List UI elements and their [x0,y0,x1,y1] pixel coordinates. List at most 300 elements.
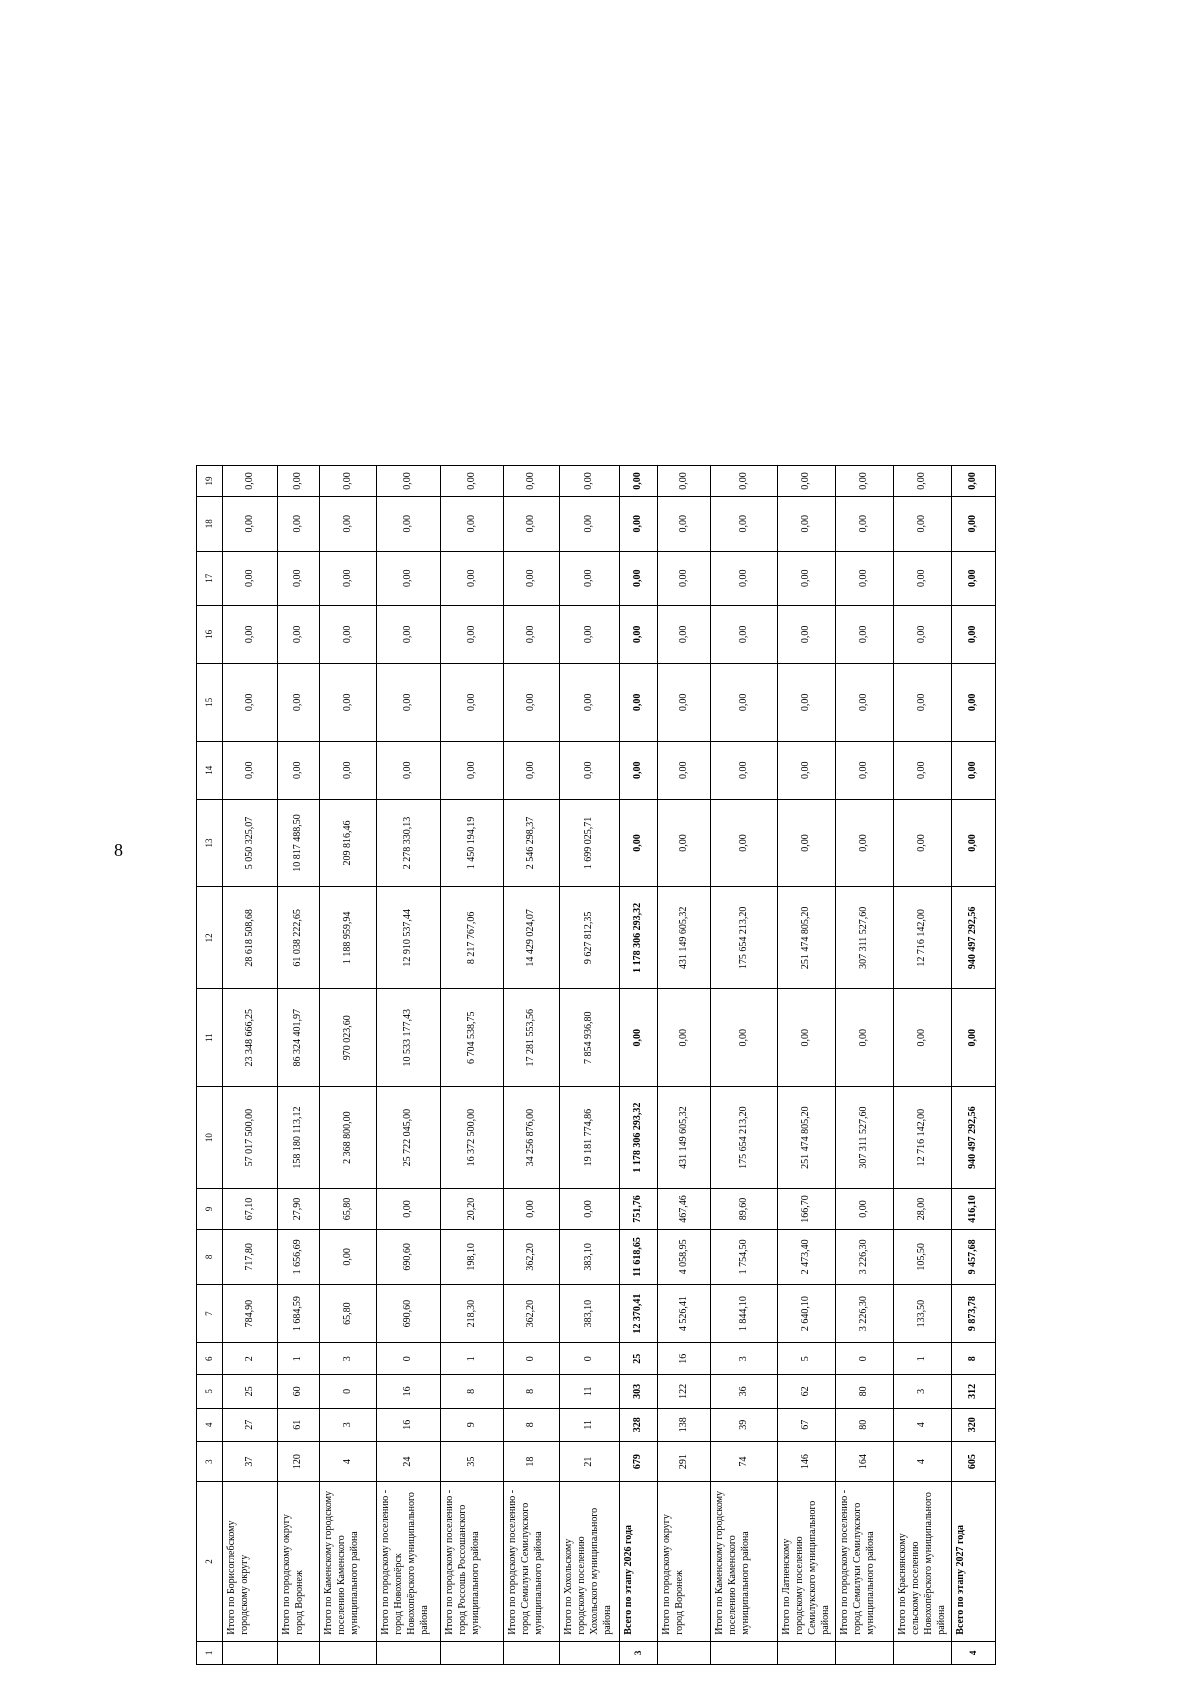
row-name-cell: Итого по городскому округу город Воронеж [278,1482,320,1642]
value-cell: 0,00 [441,663,504,741]
value-cell: 0,00 [836,663,894,741]
value-cell: 0,00 [620,799,658,887]
value-cell: 16 [658,1343,711,1375]
row-number-cell [377,1641,441,1664]
value-cell: 2 640,10 [778,1284,836,1342]
value-cell: 21 [560,1442,620,1482]
value-cell: 0,00 [320,663,377,741]
row-number-cell [560,1641,620,1664]
value-cell: 0,00 [952,663,996,741]
value-cell: 28,00 [894,1189,952,1230]
value-cell: 37 [223,1442,278,1482]
value-cell: 27 [223,1408,278,1441]
header-row [197,466,223,1665]
table-row [952,466,996,1665]
value-cell: 0,00 [711,497,778,551]
value-cell: 0,00 [377,551,441,605]
value-cell: 175 654 213,20 [711,1087,778,1189]
value-cell: 0,00 [278,663,320,741]
column-number-header: 5 [197,1375,223,1408]
value-cell: 3 [894,1375,952,1408]
row-number-cell [320,1641,377,1664]
row-name-cell: Итого по городскому поселению - город Семилуки Семилукского муниципального района [504,1482,560,1642]
value-cell: 25 [620,1343,658,1375]
value-cell: 39 [711,1408,778,1441]
value-cell: 11 618,65 [620,1229,658,1284]
value-cell: 1 178 306 293,32 [620,1087,658,1189]
value-cell: 158 180 113,12 [278,1087,320,1189]
value-cell: 0,00 [952,605,996,663]
value-cell: 3 [320,1408,377,1441]
value-cell: 0,00 [894,466,952,497]
row-number-cell [778,1641,836,1664]
value-cell: 60 [278,1375,320,1408]
value-cell: 27,90 [278,1189,320,1230]
row-number-cell: 3 [620,1641,658,1664]
value-cell: 25 722 045,00 [377,1087,441,1189]
value-cell: 0,00 [658,741,711,799]
value-cell: 8 [441,1375,504,1408]
value-cell: 0,00 [952,799,996,887]
value-cell: 5 050 325,07 [223,799,278,887]
value-cell: 80 [836,1408,894,1441]
value-cell: 4 526,41 [658,1284,711,1342]
value-cell: 35 [441,1442,504,1482]
value-cell: 198,10 [441,1229,504,1284]
value-cell: 467,46 [658,1189,711,1230]
value-cell: 690,60 [377,1229,441,1284]
value-cell: 65,80 [320,1284,377,1342]
value-cell: 1 178 306 293,32 [620,887,658,989]
column-number-header: 11 [197,989,223,1087]
value-cell: 0,00 [441,466,504,497]
column-number-header: 13 [197,799,223,887]
value-cell: 303 [620,1375,658,1408]
value-cell: 0,00 [620,663,658,741]
value-cell: 24 [377,1442,441,1482]
value-cell: 1 [441,1343,504,1375]
value-cell: 690,60 [377,1284,441,1342]
value-cell: 16 [377,1375,441,1408]
value-cell: 0,00 [711,551,778,605]
table-row [711,466,778,1665]
table-row [620,466,658,1665]
value-cell: 5 [778,1343,836,1375]
value-cell: 0,00 [441,741,504,799]
column-number-header: 14 [197,741,223,799]
table-row [658,466,711,1665]
value-cell: 1 [278,1343,320,1375]
value-cell: 0,00 [658,989,711,1087]
value-cell: 62 [778,1375,836,1408]
row-number-cell: 4 [952,1641,996,1664]
value-cell: 20,20 [441,1189,504,1230]
value-cell: 940 497 292,56 [952,1087,996,1189]
value-cell: 146 [778,1442,836,1482]
value-cell: 0,00 [320,605,377,663]
value-cell: 0,00 [836,551,894,605]
row-number-cell [223,1641,278,1664]
value-cell: 0,00 [377,741,441,799]
value-cell: 0,00 [836,605,894,663]
value-cell: 431 149 605,32 [658,887,711,989]
value-cell: 0,00 [620,551,658,605]
value-cell: 12 716 142,00 [894,1087,952,1189]
value-cell: 751,76 [620,1189,658,1230]
value-cell: 0,00 [560,497,620,551]
value-cell: 10 533 177,43 [377,989,441,1087]
value-cell: 0,00 [658,799,711,887]
row-number-cell [836,1641,894,1664]
value-cell: 416,10 [952,1189,996,1230]
value-cell: 0,00 [441,551,504,605]
value-cell: 4 [894,1408,952,1441]
value-cell: 0,00 [278,605,320,663]
column-number-header: 1 [197,1641,223,1664]
row-name-cell: Итого по Каменскому городскому поселению Каменского муниципального района [711,1482,778,1642]
value-cell: 74 [711,1442,778,1482]
table-row [836,466,894,1665]
table-row [377,466,441,1665]
value-cell: 86 324 401,97 [278,989,320,1087]
value-cell: 0,00 [778,799,836,887]
column-number-header: 3 [197,1442,223,1482]
column-number-header: 9 [197,1189,223,1230]
value-cell: 36 [711,1375,778,1408]
value-cell: 6 704 538,75 [441,989,504,1087]
value-cell: 0,00 [952,551,996,605]
value-cell: 0,00 [560,663,620,741]
value-cell: 0,00 [894,551,952,605]
value-cell: 23 348 666,25 [223,989,278,1087]
column-number-header: 17 [197,551,223,605]
row-number-cell [894,1641,952,1664]
value-cell: 9 457,68 [952,1229,996,1284]
table-row [894,466,952,1665]
value-cell: 362,20 [504,1284,560,1342]
value-cell: 0,00 [711,466,778,497]
value-cell: 0,00 [223,663,278,741]
value-cell: 4 [894,1442,952,1482]
value-cell: 307 311 527,60 [836,887,894,989]
value-cell: 0,00 [223,605,278,663]
value-cell: 605 [952,1442,996,1482]
row-name-cell: Итого по Хохольскому городскому поселению Хохольского муниципального района [560,1482,620,1642]
value-cell: 0,00 [223,741,278,799]
value-cell: 0,00 [504,466,560,497]
row-number-cell [504,1641,560,1664]
value-cell: 312 [952,1375,996,1408]
value-cell: 0,00 [778,989,836,1087]
row-name-cell: Итого по городскому поселению - город Семилуки Семилукского муниципального района [836,1482,894,1642]
value-cell: 0,00 [836,799,894,887]
value-cell: 784,90 [223,1284,278,1342]
value-cell: 9 627 812,35 [560,887,620,989]
value-cell: 138 [658,1408,711,1441]
row-number-cell [658,1641,711,1664]
value-cell: 251 474 805,20 [778,1087,836,1189]
value-cell: 0,00 [836,741,894,799]
value-cell: 67,10 [223,1189,278,1230]
row-name-cell: Итого по Краснянскому сельскому поселению Новохопёрского муниципального района [894,1482,952,1642]
value-cell: 25 [223,1375,278,1408]
value-cell: 18 [504,1442,560,1482]
value-cell: 7 854 936,80 [560,989,620,1087]
value-cell: 0,00 [711,741,778,799]
value-cell: 34 256 876,00 [504,1087,560,1189]
value-cell: 65,80 [320,1189,377,1230]
value-cell: 14 429 024,07 [504,887,560,989]
value-cell: 320 [952,1408,996,1441]
value-cell: 0,00 [320,741,377,799]
value-cell: 0,00 [620,989,658,1087]
value-cell: 218,30 [441,1284,504,1342]
value-cell: 0,00 [504,605,560,663]
value-cell: 1 754,50 [711,1229,778,1284]
column-number-header: 8 [197,1229,223,1284]
value-cell: 362,20 [504,1229,560,1284]
value-cell: 1 699 025,71 [560,799,620,887]
value-cell: 0,00 [278,551,320,605]
value-cell: 940 497 292,56 [952,887,996,989]
table-row [441,466,504,1665]
value-cell: 0,00 [560,1189,620,1230]
value-cell: 0,00 [894,989,952,1087]
value-cell: 11 [560,1375,620,1408]
column-number-header: 6 [197,1343,223,1375]
value-cell: 0 [320,1375,377,1408]
value-cell: 0,00 [658,497,711,551]
data-table [196,465,996,1665]
value-cell: 209 816,46 [320,799,377,887]
row-name-cell: Итого по городскому поселению - город Россошь Россошанского муниципального района [441,1482,504,1642]
value-cell: 0,00 [560,605,620,663]
value-cell: 383,10 [560,1284,620,1342]
value-cell: 11 [560,1408,620,1441]
value-cell: 8 [504,1375,560,1408]
value-cell: 0,00 [836,1189,894,1230]
value-cell: 0,00 [377,466,441,497]
value-cell: 0,00 [836,466,894,497]
row-number-cell [711,1641,778,1664]
value-cell: 0,00 [620,741,658,799]
column-number-header: 2 [197,1482,223,1642]
value-cell: 8 217 767,06 [441,887,504,989]
value-cell: 105,50 [894,1229,952,1284]
value-cell: 0,00 [320,1229,377,1284]
column-number-header: 10 [197,1087,223,1189]
value-cell: 0,00 [504,497,560,551]
value-cell: 2 278 330,13 [377,799,441,887]
table-row [223,466,278,1665]
value-cell: 2 546 298,37 [504,799,560,887]
value-cell: 0,00 [504,1189,560,1230]
value-cell: 0,00 [560,741,620,799]
value-cell: 1 844,10 [711,1284,778,1342]
value-cell: 0,00 [504,741,560,799]
value-cell: 16 [377,1408,441,1441]
value-cell: 12 370,41 [620,1284,658,1342]
row-name-cell: Итого по Борисоглебскому городскому округу [223,1482,278,1642]
row-number-cell [278,1641,320,1664]
value-cell: 122 [658,1375,711,1408]
value-cell: 0,00 [377,663,441,741]
value-cell: 0,00 [278,741,320,799]
value-cell: 3 226,30 [836,1229,894,1284]
value-cell: 970 023,60 [320,989,377,1087]
value-cell: 8 [504,1408,560,1441]
value-cell: 0,00 [711,605,778,663]
value-cell: 0,00 [620,605,658,663]
value-cell: 0,00 [836,989,894,1087]
value-cell: 16 372 500,00 [441,1087,504,1189]
value-cell: 0,00 [778,466,836,497]
value-cell: 57 017 500,00 [223,1087,278,1189]
value-cell: 328 [620,1408,658,1441]
value-cell: 0,00 [278,497,320,551]
value-cell: 1 656,69 [278,1229,320,1284]
value-cell: 28 618 508,68 [223,887,278,989]
value-cell: 0,00 [894,497,952,551]
value-cell: 1 188 959,94 [320,887,377,989]
value-cell: 0,00 [778,605,836,663]
value-cell: 80 [836,1375,894,1408]
value-cell: 67 [778,1408,836,1441]
value-cell: 0,00 [778,497,836,551]
value-cell: 0,00 [894,605,952,663]
value-cell: 291 [658,1442,711,1482]
value-cell: 10 817 488,50 [278,799,320,887]
value-cell: 12 910 537,44 [377,887,441,989]
value-cell: 9 873,78 [952,1284,996,1342]
value-cell: 133,50 [894,1284,952,1342]
value-cell: 4 058,95 [658,1229,711,1284]
table-row [504,466,560,1665]
value-cell: 0,00 [620,497,658,551]
value-cell: 0,00 [778,551,836,605]
value-cell: 3 [320,1343,377,1375]
value-cell: 0 [836,1343,894,1375]
value-cell: 717,80 [223,1229,278,1284]
value-cell: 0,00 [278,466,320,497]
value-cell: 9 [441,1408,504,1441]
value-cell: 0,00 [223,497,278,551]
value-cell: 383,10 [560,1229,620,1284]
value-cell: 61 038 222,65 [278,887,320,989]
value-cell: 0,00 [894,799,952,887]
column-number-header: 18 [197,497,223,551]
value-cell: 0 [560,1343,620,1375]
value-cell: 8 [952,1343,996,1375]
value-cell: 0,00 [320,466,377,497]
value-cell: 0 [504,1343,560,1375]
value-cell: 251 474 805,20 [778,887,836,989]
value-cell: 0,00 [223,466,278,497]
value-cell: 0,00 [441,497,504,551]
row-name-cell: Итого по Латненскому городскому поселению Семилукского муниципального района [778,1482,836,1642]
value-cell: 0,00 [658,605,711,663]
value-cell: 12 716 142,00 [894,887,952,989]
value-cell: 0,00 [441,605,504,663]
value-cell: 175 654 213,20 [711,887,778,989]
value-cell: 1 684,59 [278,1284,320,1342]
column-number-header: 16 [197,605,223,663]
value-cell: 0,00 [560,551,620,605]
value-cell: 0,00 [894,663,952,741]
value-cell: 0,00 [320,497,377,551]
value-cell: 0,00 [377,605,441,663]
value-cell: 431 149 605,32 [658,1087,711,1189]
value-cell: 17 281 553,56 [504,989,560,1087]
value-cell: 0,00 [952,497,996,551]
value-cell: 120 [278,1442,320,1482]
value-cell: 164 [836,1442,894,1482]
value-cell: 0,00 [952,466,996,497]
value-cell: 0,00 [620,466,658,497]
value-cell: 0,00 [223,551,278,605]
value-cell: 0,00 [711,663,778,741]
table-row [560,466,620,1665]
value-cell: 0,00 [504,663,560,741]
value-cell: 1 450 194,19 [441,799,504,887]
value-cell: 0,00 [894,741,952,799]
value-cell: 3 226,30 [836,1284,894,1342]
column-number-header: 4 [197,1408,223,1441]
value-cell: 0,00 [952,989,996,1087]
value-cell: 0,00 [778,663,836,741]
value-cell: 166,70 [778,1189,836,1230]
row-name-cell: Итого по городскому поселению - город Новохопёрск Новохопёрского муниципального района [377,1482,441,1642]
value-cell: 0,00 [658,466,711,497]
value-cell: 0,00 [778,741,836,799]
value-cell: 679 [620,1442,658,1482]
value-cell: 0,00 [377,497,441,551]
value-cell: 1 [894,1343,952,1375]
value-cell: 3 [711,1343,778,1375]
row-number-cell [441,1641,504,1664]
column-number-header: 19 [197,466,223,497]
value-cell: 0,00 [952,741,996,799]
value-cell: 0,00 [836,497,894,551]
value-cell: 0,00 [377,1189,441,1230]
value-cell: 61 [278,1408,320,1441]
column-number-header: 15 [197,663,223,741]
value-cell: 0,00 [560,466,620,497]
value-cell: 307 311 527,60 [836,1087,894,1189]
value-cell: 2 368 800,00 [320,1087,377,1189]
row-name-cell: Всего по этапу 2026 года [620,1482,658,1642]
column-number-header: 12 [197,887,223,989]
row-name-cell: Итого по городскому округу город Воронеж [658,1482,711,1642]
value-cell: 0,00 [658,663,711,741]
table-row [778,466,836,1665]
value-cell: 0,00 [711,989,778,1087]
value-cell: 0,00 [658,551,711,605]
value-cell: 0,00 [320,551,377,605]
table-row [320,466,377,1665]
value-cell: 0,00 [504,551,560,605]
value-cell: 19 181 774,86 [560,1087,620,1189]
value-cell: 2 [223,1343,278,1375]
page-number: 8 [114,840,123,860]
value-cell: 2 473,40 [778,1229,836,1284]
column-number-header: 7 [197,1284,223,1342]
row-name-cell: Итого по Каменскому городскому поселению Каменского муниципального района [320,1482,377,1642]
value-cell: 0,00 [711,799,778,887]
value-cell: 0 [377,1343,441,1375]
value-cell: 89,60 [711,1189,778,1230]
table-holder [196,465,996,1665]
